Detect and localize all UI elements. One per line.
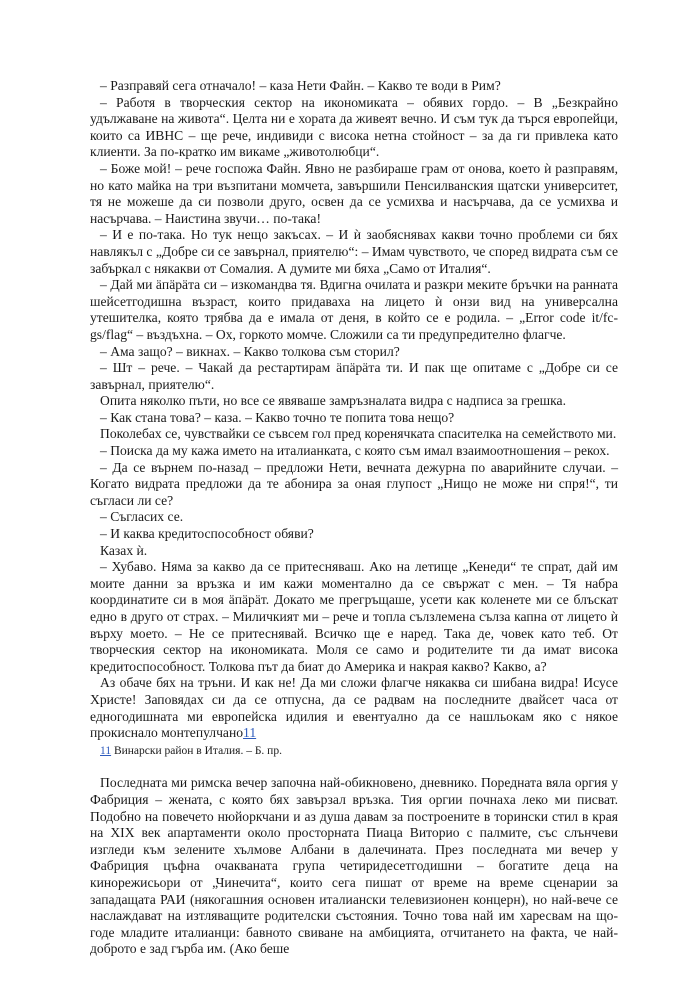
paragraph: Казах ѝ. — [100, 542, 148, 558]
paragraph: – Как стана това? – каза. – Какво точно те попита това нещо? — [100, 409, 455, 425]
section-gap — [90, 759, 618, 776]
paragraph: Поколебах се, чувствайки се съвсем гол пред коренячката спасителка на семейството ми. — [100, 426, 617, 442]
paragraph: – Поиска да му кажа името на италианката, с която съм имал взаимоотношения – рекох. — [100, 443, 610, 459]
paragraph: – Дай ми äпäрäта си – изкомандва тя. Вдигна очилата и разкри меките бръчки на ранната шейсетгодишна възраст, които придаваха на лицето ѝ онзи вид на универсална утешителка, която трябва да е имала от деня, в който се е родила. – „Error code it/fc-gs/flag“ – въздъхна. – Ох, горкото момче. Сложили са ти предупредително флагче. — [90, 277, 618, 342]
paragraph: – И каква кредитоспособност обяви? — [100, 526, 314, 542]
footnote-reference-link[interactable]: 11 — [243, 725, 257, 741]
paragraph: – Да се върнем по-назад – предложи Нети, вечната дежурна по аварийните случаи. – Когато видрата предложи да те абонира за оная глупост „Нищо не може ни спря!“, ти съгласи ли се? — [90, 459, 618, 508]
paragraph-text: Аз обаче бях на тръни. И как не! Да ми сложи флагче някаква си шибана видра! Исусе Христе! Заповядах си да се отпусна, да се радвам на последните двайсет часа от едногодишната ми европейска идилия и евентуално да се нашльокам яко с някое прокиснало монтепулчано — [90, 675, 618, 741]
paragraph: Опита няколко пъти, но все се явяваше замръзналата видра с надписа за грешка. — [100, 393, 566, 409]
paragraph: – Хубаво. Няма за какво да се притесняваш. Ако на летище „Кенеди“ те спрат, дай им моите данни за връзка и им кажи моментално да се свържат с мен. – Тя набра координатите си в моя äпäрäт. Докато ме прегръщаше, усети как коленете ми се блъскат едно в друго от страх. – Миличкият ми – рече и топла сълзлемена сълза капна от лицето ѝ върху моето. – Не се притеснявай. Всичко ще е наред. Така де, човек като теб. От творческия сектор на икономиката. Моля се само и родителите ти да имат висока кредитоспособност. Толкова път да биат до Америка и накрая какво? Какво, а? — [90, 559, 618, 674]
paragraph: Последната ми римска вечер започна най-обикновено, дневнико. Поредната вяла оргия у Фабриция – жената, с която бях завързал връзка. Тия оргии почнаха леко ми писват. Подобно на повечето нюйоркчани и аз душа давам за построените в торински стил в края на XIX век апартаменти около просторната Пиаца Виторио с палмите, със слънчеви изгледи към зелените хълмове Албани в далечината. През последната ми вечер у Фабриция цъфна очакваната група четиридесетгодишни – богатите деца на кинорежисьори от „Чинечита“, които сега пишат от време на време сценарии за западащата РАИ (някогашния основен италиански телевизионен концерн), но най-вече се наслаждават на изтляващите родителски състояния. Точно това най им харесвам на що-годе младите италианци: бавното свиване на амбицията, отчитането на факта, че най-доброто е зад гърба им. (Ако беше — [90, 775, 618, 957]
book-page — [90, 78, 618, 958]
paragraph: – Разправяй сега отначало! – каза Нети Файн. – Какво те води в Рим? — [100, 78, 501, 93]
paragraph: – Съгласих се. — [100, 509, 184, 525]
paragraph: – Работя в творческия сектор на икономиката – обявих гордо. – В „Безкрайно удължаване на живота“. Целта ни е хората да живеят вечно. И съм тук да търся европейци, които са ИВНС – ще рече, индивиди с висока нетна стойност – за да ги привлека като клиенти. За по-кратко им викаме „животолюбци“. — [90, 94, 618, 160]
footnote — [100, 744, 618, 759]
footnote-number-link[interactable]: 11 — [100, 744, 112, 757]
paragraph: – Шт – рече. – Чакай да рестартирам äпäрäта ти. И пак ще опитаме с „Добре си се завърнал, приятелю“. — [90, 360, 618, 392]
footnote-text: Винарски район в Италия. – Б. пр. — [111, 744, 282, 757]
paragraph: – Боже мой! – рече госпожа Файн. Явно не разбираше грам от онова, което ѝ разправям, но като майка на три възпитани момчета, завършили Пенсилванския щатски университет, тя не можеше да си позволи друго, освен да се усмихва и насърчава, да се усмихва и насърчава. – Наистина звучи… по-така! — [90, 160, 618, 226]
paragraph: – Ама защо? – викнах. – Какво толкова съм сторил? — [100, 343, 400, 359]
paragraph: – И е по-така. Но тук нещо закъсах. – И ѝ заобяснявах какви точно проблеми си бях навлякъл с „Добре си се завърнал, приятелю“: – Имам чувството, че според видрата съм се забъркал с някакви от Сомалия. А думите ми бяха „Само от Италия“. — [90, 227, 618, 276]
paragraph-with-footnote — [90, 675, 618, 741]
